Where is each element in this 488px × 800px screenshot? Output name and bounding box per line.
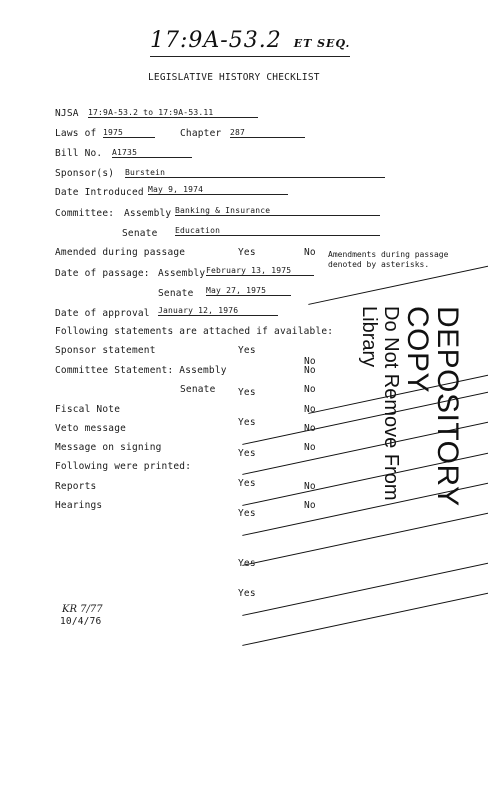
date-introduced-label: Date Introduced (55, 187, 144, 198)
committee-assembly-value: Banking & Insurance (175, 206, 380, 216)
depository-stamp-line2: Do Not Remove From Library (358, 306, 402, 501)
sponsor-statement-no-struck: No (304, 356, 488, 367)
handwritten-statute-ref: 17:9A-53.2 ET SEQ. (150, 28, 351, 53)
message-on-signing-no: No (304, 442, 316, 453)
passage-assembly-value: February 13, 1975 (206, 266, 314, 276)
message-on-signing-yes-struck: Yes (238, 508, 488, 519)
sponsor-value: Burstein (125, 168, 385, 178)
chapter-value: 287 (230, 128, 305, 138)
committee-assembly-label: Assembly (124, 208, 172, 219)
passage-assembly-label: Assembly (158, 268, 206, 279)
njsa-label: NJSA (55, 108, 79, 119)
passage-senate-label: Senate (158, 288, 194, 299)
amended-note-line1: Amendments during passage (328, 250, 449, 259)
footer-date: 10/4/76 (60, 616, 102, 627)
depository-stamp (358, 306, 462, 506)
hearings-yes-struck: Yes (238, 588, 488, 599)
veto-message-no: No (304, 423, 316, 434)
bill-label: Bill No. (55, 148, 103, 159)
message-on-signing-label: Message on signing (55, 442, 162, 453)
veto-message-yes-struck: Yes (238, 478, 488, 489)
passage-label: Date of passage: (55, 268, 150, 279)
laws-value: 1975 (103, 128, 155, 138)
committee-senate-label: Senate (122, 228, 158, 239)
sponsor-statement-label: Sponsor statement (55, 345, 156, 356)
committee-statement-assembly-label: Committee Statement: Assembly (55, 365, 227, 376)
reports-yes-struck: Yes (238, 558, 488, 569)
approval-value: January 12, 1976 (158, 306, 278, 316)
committee-statement-senate-label: Senate (180, 384, 216, 395)
passage-senate-value: May 27, 1975 (206, 286, 291, 296)
amended-note-line2: denoted by asterisks. (328, 260, 430, 269)
laws-label: Laws of (55, 128, 97, 139)
hearings-no: No (304, 500, 316, 511)
committee-statement-senate-no: No (304, 384, 316, 395)
footer-initials: KR 7/77 (62, 604, 103, 615)
fiscal-note-no: No (304, 404, 316, 415)
approval-label: Date of approval (55, 308, 150, 319)
depository-stamp-line1: DEPOSITORY COPY (401, 306, 464, 507)
committee-statement-assembly-no: No (304, 365, 316, 376)
njsa-value: 17:9A-53.2 to 17:9A-53.11 (88, 108, 258, 118)
hearings-label: Hearings (55, 500, 103, 511)
amended-no-struck: No (304, 247, 488, 258)
sponsor-statement-yes: Yes (238, 345, 256, 356)
statements-heading: Following statements are attached if available: (55, 326, 334, 337)
page-title: LEGISLATIVE HISTORY CHECKLIST (148, 72, 320, 83)
sponsor-label: Sponsor(s) (55, 168, 115, 179)
reports-no: No (304, 481, 316, 492)
veto-message-label: Veto message (55, 423, 127, 434)
committee-statement-senate-yes-struck: Yes (238, 417, 488, 428)
printed-heading: Following were printed: (55, 461, 192, 472)
committee-label: Committee: (55, 208, 115, 219)
date-introduced-value: May 9, 1974 (148, 185, 288, 195)
amended-label: Amended during passage (55, 247, 186, 258)
committee-senate-value: Education (175, 226, 380, 236)
reports-label: Reports (55, 481, 97, 492)
committee-statement-assembly-yes-struck: Yes (238, 387, 488, 398)
fiscal-note-label: Fiscal Note (55, 404, 121, 415)
bill-value: A1735 (112, 148, 192, 158)
fiscal-note-yes-struck: Yes (238, 448, 488, 459)
amended-yes: Yes (238, 247, 256, 258)
chapter-label: Chapter (180, 128, 222, 139)
header-rule (150, 56, 350, 57)
